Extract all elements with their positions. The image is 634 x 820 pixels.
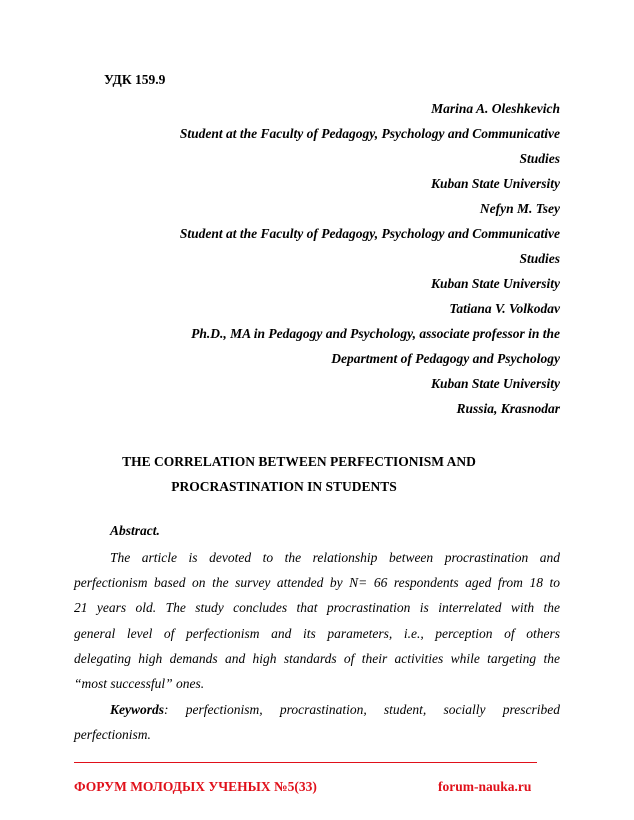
footer-website: forum-nauka.ru [438, 779, 532, 794]
keywords-label: Keywords [110, 702, 164, 717]
abstract-line: general level of perfectionism and its parameters, i.e., perception of others [74, 625, 560, 641]
abstract-line: The article is devoted to the relationship between procrastination and [110, 550, 560, 565]
author-university: Kuban State University [430, 176, 560, 191]
author-block [74, 96, 560, 421]
article-title [74, 449, 560, 499]
author-university: Kuban State University [430, 376, 560, 391]
abstract-line: “most successful” ones. [74, 676, 205, 692]
abstract-heading: Abstract. [110, 523, 160, 538]
abstract-line: delegating high demands and high standards of their activities while targeting the [74, 650, 560, 666]
title-line: THE CORRELATION BETWEEN PERFECTIONISM AND [122, 454, 476, 469]
abstract-line: perfectionism based on the survey attended by N= 66 respondents aged from 18 to [74, 575, 560, 591]
author-location: Russia, Krasnodar [456, 401, 560, 416]
author-name: Marina A. Oleshkevich [431, 101, 560, 116]
author-affiliation: Department of Pedagogy and Psychology [331, 351, 560, 366]
keywords-line: perfectionism. [74, 727, 151, 743]
abstract-line: 21 years old. The study concludes that procrastination is interrelated with the [74, 600, 560, 616]
keywords-block [74, 697, 560, 747]
footer-journal-name: ФОРУМ МОЛОДЫХ УЧЕНЫХ №5(33) [74, 779, 317, 794]
keywords-list: : perfectionism, procrastination, student, socially prescribed [164, 702, 560, 717]
author-university: Kuban State University [430, 276, 560, 291]
udk-code: УДК 159.9 [104, 72, 166, 87]
author-affiliation: Studies [519, 251, 560, 266]
author-affiliation: Ph.D., MA in Pedagogy and Psychology, associate professor in the [191, 326, 560, 341]
title-line: PROCRASTINATION IN STUDENTS [171, 479, 397, 494]
author-affiliation: Student at the Faculty of Pedagogy, Psychology and Communicative [179, 226, 560, 241]
footer-divider [74, 762, 537, 763]
author-name: Nefyn M. Tsey [479, 201, 560, 216]
author-name: Tatiana V. Volkodav [449, 301, 560, 316]
author-affiliation: Student at the Faculty of Pedagogy, Psychology and Communicative [179, 126, 560, 141]
keywords-line [74, 697, 560, 722]
author-affiliation: Studies [519, 151, 560, 166]
abstract-text [74, 545, 560, 696]
